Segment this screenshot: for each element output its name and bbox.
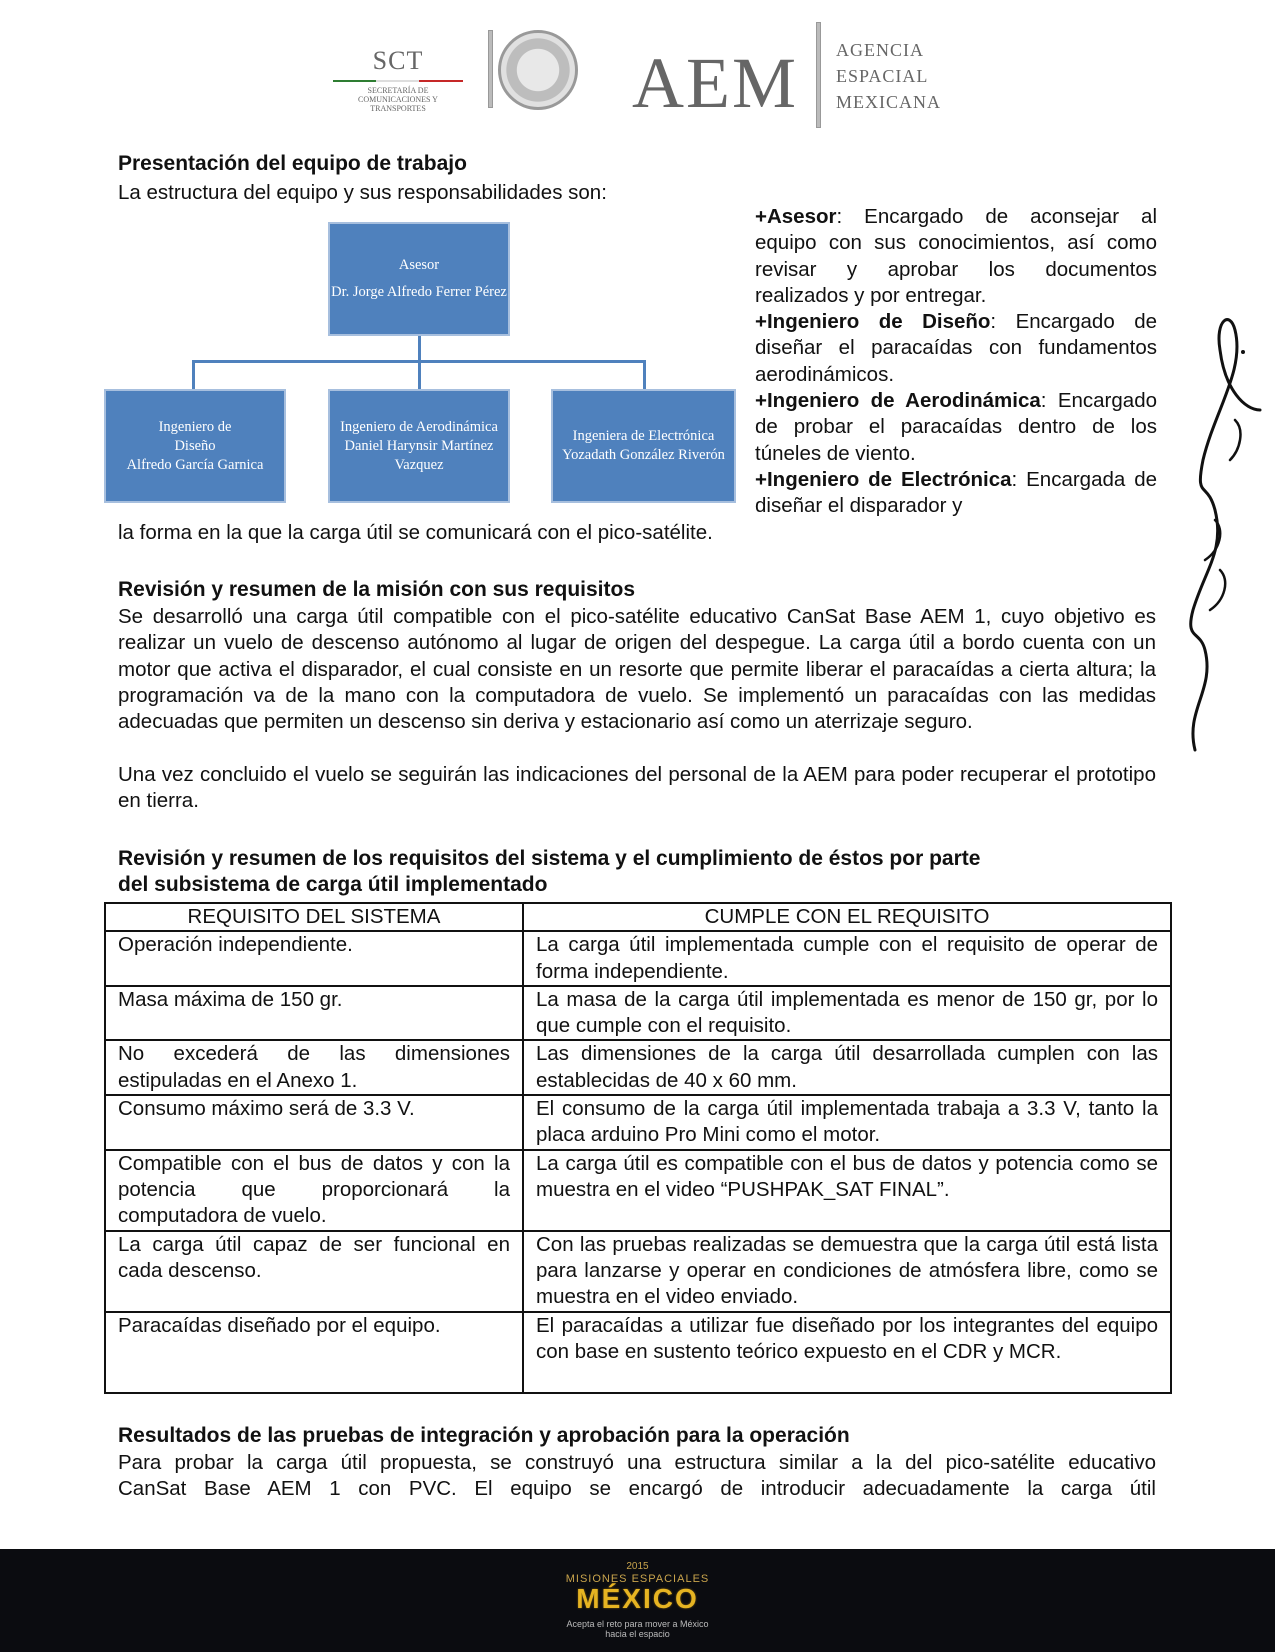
aem-logo: AEM (632, 43, 798, 123)
compliance-cell: El paracaídas a utilizar fue diseñado por los integrantes del equipo con base en sustento teórico expuesto en el CDR y MCR. (523, 1312, 1171, 1393)
org-name: Dr. Jorge Alfredo Ferrer Pérez (331, 284, 507, 300)
requirement-cell: Paracaídas diseñado por el equipo. (105, 1312, 523, 1393)
org-name: Yozadath González Riverón (562, 447, 725, 463)
org-role: Diseño (174, 437, 216, 454)
agency-line: MEXICANA (836, 92, 941, 112)
org-role: Ingeniero de Aerodinámica (340, 418, 498, 435)
sct-tricolor-rule (333, 80, 463, 82)
org-connector (192, 360, 195, 389)
org-name: Alfredo García Garnica (126, 456, 264, 473)
requirement-cell: Masa máxima de 150 gr. (105, 986, 523, 1041)
footer-title: MISIONES ESPACIALES (565, 1573, 710, 1585)
requirement-cell: Operación independiente. (105, 931, 523, 986)
org-connector (643, 360, 646, 389)
handwritten-signature (1175, 310, 1265, 770)
team-heading: Presentación del equipo de trabajo (118, 152, 467, 175)
requirements-heading (118, 846, 980, 898)
sct-abbr: SCT (372, 46, 424, 75)
table-row (105, 1040, 1171, 1095)
role-desc: : Encargado de aconsejar al equipo con sus conocimientos, así como revisar y aprobar los documentos realizados y por entregar. (755, 205, 1157, 307)
table-row (105, 931, 1171, 986)
org-connector (418, 360, 421, 389)
page-footer (0, 1549, 1275, 1652)
requirement-cell: Compatible con el bus de datos y con la potencia que proporcionará la computadora de vuelo. (105, 1150, 523, 1231)
role-electronics (755, 467, 1157, 520)
tagline-line: Acepta el reto para mover a México (566, 1619, 709, 1629)
page-header (0, 0, 1275, 140)
mission-heading: Revisión y resumen de la misión con sus requisitos (118, 578, 635, 601)
requirements-table (104, 902, 1172, 1394)
sct-name: SECRETARÍA DE COMUNICACIONES Y TRANSPORTES (358, 86, 438, 113)
results-line: CanSat Base AEM 1 con PVC. El equipo se encargó de introducir adecuadamente la carga útil (118, 1477, 1156, 1501)
footer-year: 2015 (626, 1561, 649, 1572)
role-aero (755, 388, 1157, 467)
table-header-cell: CUMPLE CON EL REQUISITO (523, 903, 1171, 931)
agency-line: ESPACIAL (836, 66, 929, 86)
footer-tagline (0, 1619, 1275, 1639)
requirement-cell: Consumo máximo será de 3.3 V. (105, 1095, 523, 1150)
compliance-cell: Con las pruebas realizadas se demuestra que la carga útil está lista para lanzarse y operar en condiciones de atmósfera libre, como se muestra en el video enviado. (523, 1231, 1171, 1312)
table-row (105, 1095, 1171, 1150)
compliance-cell: El consumo de la carga útil implementada trabaja a 3.3 V, tanto la placa arduino Pro Mini como el motor. (523, 1095, 1171, 1150)
role-desc: : Encargada de diseñar el disparador y (755, 467, 1157, 518)
role-desc: : Encargado de probar el paracaídas dentro de los túneles de viento. (755, 389, 1157, 465)
results-heading: Resultados de las pruebas de integración y aprobación para la operación (118, 1424, 850, 1447)
team-intro: La estructura del equipo y sus responsabilidades son: (118, 181, 607, 204)
table-row (105, 1150, 1171, 1231)
org-name: Vazquez (394, 456, 444, 473)
mexico-seal-icon (498, 30, 578, 110)
role-title: +Ingeniero de Electrónica (755, 467, 1012, 491)
table-header-cell: REQUISITO DEL SISTEMA (105, 903, 523, 931)
org-box-advisor (328, 222, 510, 336)
header-divider (488, 30, 493, 108)
mission-paragraph: Una vez concluido el vuelo se seguirán las indicaciones del personal de la AEM para poder recuperar el prototipo en tierra. (118, 763, 1156, 813)
tagline-line: hacia el espacio (605, 1629, 670, 1639)
role-descriptions (755, 204, 1157, 520)
table-row (105, 1231, 1171, 1312)
mission-paragraph: Se desarrolló una carga útil compatible con el pico-satélite educativo CanSat Base AEM 1, cuyo objetivo es realizar un vuelo de descenso autónomo al lugar de origen del despegue. La carga útil a bordo cuenta con un motor que activa el disparador, el cual consiste en un resorte que permite liberar el paracaídas a cierta altura; la programación va de la mano con la computadora de vuelo. Se implementó un paracaídas con las medidas adecuadas que permiten un descenso sin deriva y estacionario así como un aterrizaje seguro. (118, 605, 1156, 734)
role-title: +Ingeniero de Aerodinámica (755, 389, 1041, 413)
org-box-aero (328, 389, 510, 503)
heading-line: Revisión y resumen de los requisitos del sistema y el cumplimiento de éstos por parte (118, 847, 981, 870)
heading-line: del subsistema de carga útil implementado (118, 873, 548, 896)
role-electronics-cont: la forma en la que la carga útil se comunicará con el pico-satélite. (118, 521, 713, 544)
org-role: Ingeniero de (158, 418, 232, 435)
requirement-cell: La carga útil capaz de ser funcional en cada descenso. (105, 1231, 523, 1312)
header-divider (816, 22, 821, 128)
role-title: +Asesor (755, 205, 837, 228)
requirement-cell: No excederá de las dimensiones estipuladas en el Anexo 1. (105, 1040, 523, 1095)
role-advisor (755, 204, 1157, 309)
footer-logo-text: MÉXICO (576, 1583, 699, 1614)
agency-line: AGENCIA (836, 40, 924, 60)
results-paragraph (118, 1450, 1156, 1503)
org-role: Ingeniera de Electrónica (572, 428, 715, 444)
compliance-cell: La masa de la carga útil implementada es menor de 150 gr, por lo que cumple con el requisito. (523, 986, 1171, 1041)
org-connector (418, 336, 421, 362)
sct-logo (333, 46, 463, 116)
org-name: Daniel Harynsir Martínez (344, 437, 494, 454)
role-desc: : Encargado de diseñar el paracaídas con fundamentos aerodinámicos. (755, 310, 1157, 386)
org-role: Asesor (398, 257, 440, 273)
role-title: +Ingeniero de Diseño (755, 310, 991, 334)
org-box-electronics (551, 389, 736, 503)
compliance-cell: Las dimensiones de la carga útil desarrollada cumplen con las establecidas de 40 x 60 mm. (523, 1040, 1171, 1095)
role-design (755, 309, 1157, 388)
agency-name (836, 37, 941, 115)
table-row (105, 1312, 1171, 1393)
table-header-row (105, 903, 1171, 931)
compliance-cell: La carga útil implementada cumple con el requisito de operar de forma independiente. (523, 931, 1171, 986)
org-box-design (104, 389, 286, 503)
compliance-cell: La carga útil es compatible con el bus de datos y potencia como se muestra en el video “PUSHPAK_SAT FINAL”. (523, 1150, 1171, 1231)
results-line: Para probar la carga útil propuesta, se construyó una estructura similar a la del pico-satélite educativo (118, 1451, 1156, 1474)
table-row (105, 986, 1171, 1041)
